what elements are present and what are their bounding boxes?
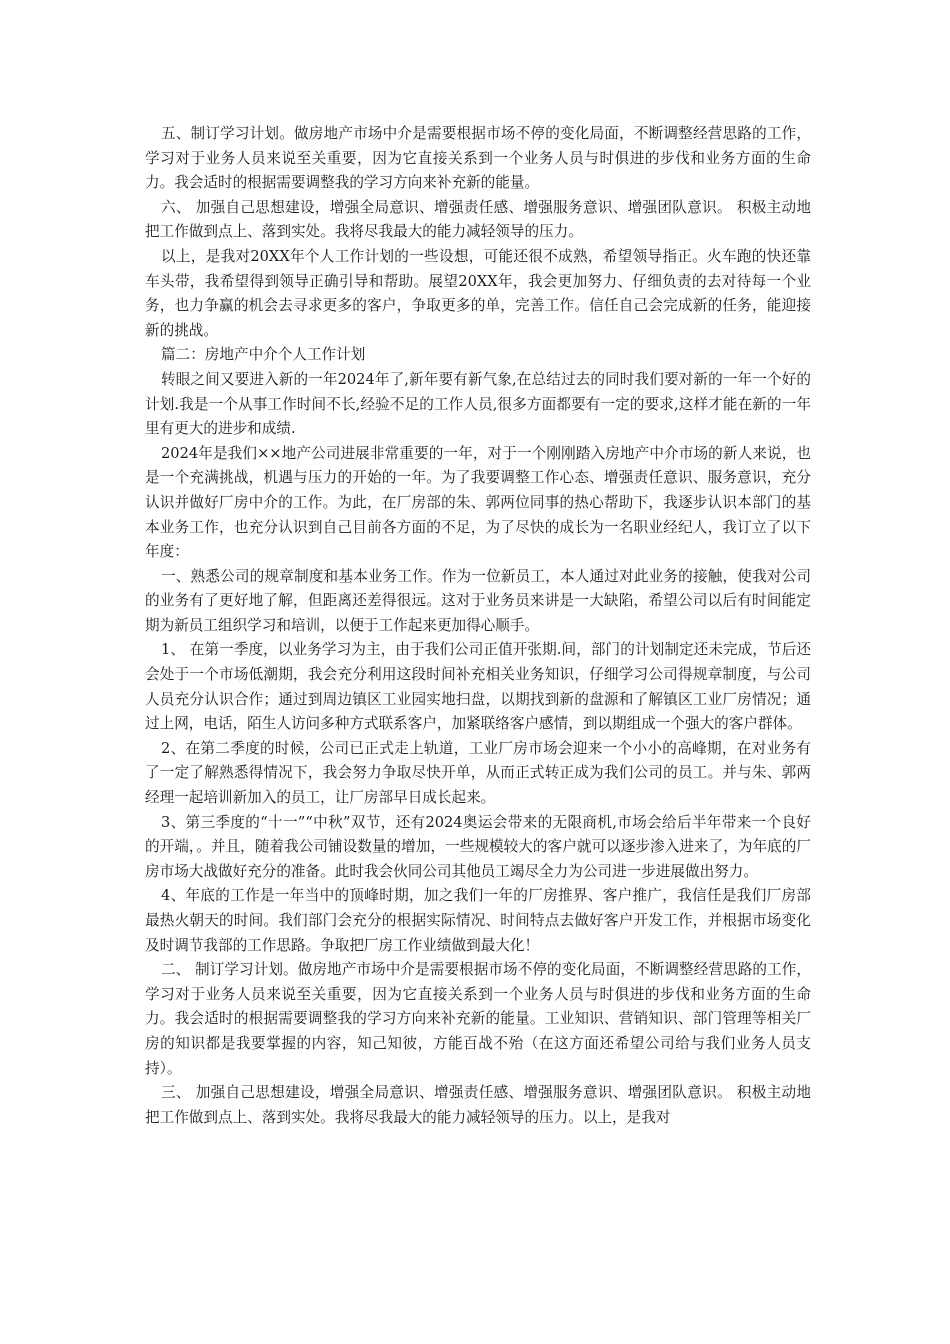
paragraph-new-year-intro: 转眼之间又要进入新的一年2024年了,新年要有新气象,在总结过去的同时我们要对新的一年一个好的计划.我是一个从事工作时间不长,经验不足的工作人员,很多方面都要有一定的要求,这样才能在新的一年里有更大的进步和成绩. [145, 370, 811, 438]
paragraph-company-year: 2024年是我们××地产公司进展非常重要的一年，对于一个刚刚踏入房地产中介市场的新人来说，也是一个充满挑战，机遇与压力的开始的一年。为了我要调整工作心态、增强责任意识、服务意识，充分认识并做好厂房中介的工作。为此，在厂房部的朱、郭两位同事的热心帮助下，我逐步认识本部门的基本业务工作，也充分认识到自己目前各方面的不足，为了尽快的成长为一名职业经纪人，我订立了以下年度： [145, 444, 811, 561]
document-body [145, 122, 811, 1130]
paragraph-item-1-rules: 一、熟悉公司的规章制度和基本业务工作。作为一位新员工，本人通过对此业务的接触，使我对公司的业务有了更好地了解，但距离还差得很远。这对于业务员来讲是一大缺陷，希望公司以后有时间能定期为新员工组织学习和培训，以便于工作起来更加得心顺手。 [145, 567, 811, 634]
paragraph-quarter-1: 1、 在第一季度，以业务学习为主，由于我们公司正值开张期.间，部门的计划制定还未完成，节后还会处于一个市场低潮期，我会充分利用这段时间补充相关业务知识，仔细学习公司得规章制度，与公司人员充分认识合作；通过到周边镇区工业园实地扫盘，以期找到新的盘源和了解镇区工业厂房情况；通过上网，电话，陌生人访问多种方式联系客户，加紧联络客户感情，到以期组成一个强大的客户群体。 [145, 641, 811, 733]
paragraph-item-2-study: 二、 制订学习计划。做房地产市场中介是需要根据市场不停的变化局面，不断调整经营思路的工作，学习对于业务人员来说至关重要，因为它直接关系到一个业务人员与时俱进的步伐和业务方面的生命力。我会适时的根据需要调整我的学习方向来补充新的能量。工业知识、营销知识、部门管理等相关厂房的知识都是我要掌握的内容，知己知彼，方能百战不殆（在这方面还希望公司给与我们业务人员支持）。 [145, 961, 811, 1077]
paragraph-thought-building-6: 六、 加强自己思想建设，增强全局意识、增强责任感、增强服务意识、增强团队意识。 积极主动地把工作做到点上、落到实处。我将尽我最大的能力减轻领导的压力。 [145, 198, 811, 241]
paragraph-study-plan-5: 五、制订学习计划。做房地产市场中介是需要根据市场不停的变化局面，不断调整经营思路的工作，学习对于业务人员来说至关重要，因为它直接关系到一个业务人员与时俱进的步伐和业务方面的生命力。我会适时的根据需要调整我的学习方向来补充新的能量。 [145, 125, 811, 192]
paragraph-item-3-thought: 三、 加强自己思想建设，增强全局意识、增强责任感、增强服务意识、增强团队意识。 积极主动地把工作做到点上、落到实处。我将尽我最大的能力减轻领导的压力。以上，是我对 [145, 1084, 811, 1126]
paragraph-quarter-2: 2、在第二季度的时候，公司已正式走上轨道，工业厂房市场会迎来一个小小的高峰期，在对业务有了一定了解熟悉得情况下，我会努力争取尽快开单，从而正式转正成为我们公司的员工。并与朱、郭两经理一起培训新加入的员工，让厂房部早日成长起来。 [145, 739, 811, 807]
section-heading-part-two: 篇二：房地产中介个人工作计划 [161, 346, 366, 364]
paragraph-quarter-3: 3、第三季度的“十一”“中秋”双节，还有2024奥运会带来的无限商机,市场会给后半年带来一个良好的开端，。并且，随着我公司铺设数量的增加，一些规模较大的客户就可以逐步渗入进来了，为年底的厂房市场大战做好充分的准备。此时我会伙同公司其他员工竭尽全力为公司进一步进展做出努力。 [145, 813, 811, 880]
paragraph-year-end: 4、年底的工作是一年当中的顶峰时期，加之我们一年的厂房推界、客户推广，我信任是我们厂房部最热火朝天的时间。我们部门会充分的根据实际情况、时间特点去做好客户开发工作，并根据市场变化及时调节我部的工作思路。争取把厂房工作业绩做到最大化！ [145, 887, 811, 954]
paragraph-summary: 以上，是我对20XX年个人工作计划的一些设想，可能还很不成熟，希望领导指正。火车跑的快还靠车头带，我希望得到领导正确引导和帮助。展望20XX年，我会更加努力、仔细负责的去对待每一个业务，也力争赢的机会去寻求更多的客户，争取更多的单，完善工作。信任自己会完成新的任务，能迎接新的挑战。 [145, 247, 811, 339]
